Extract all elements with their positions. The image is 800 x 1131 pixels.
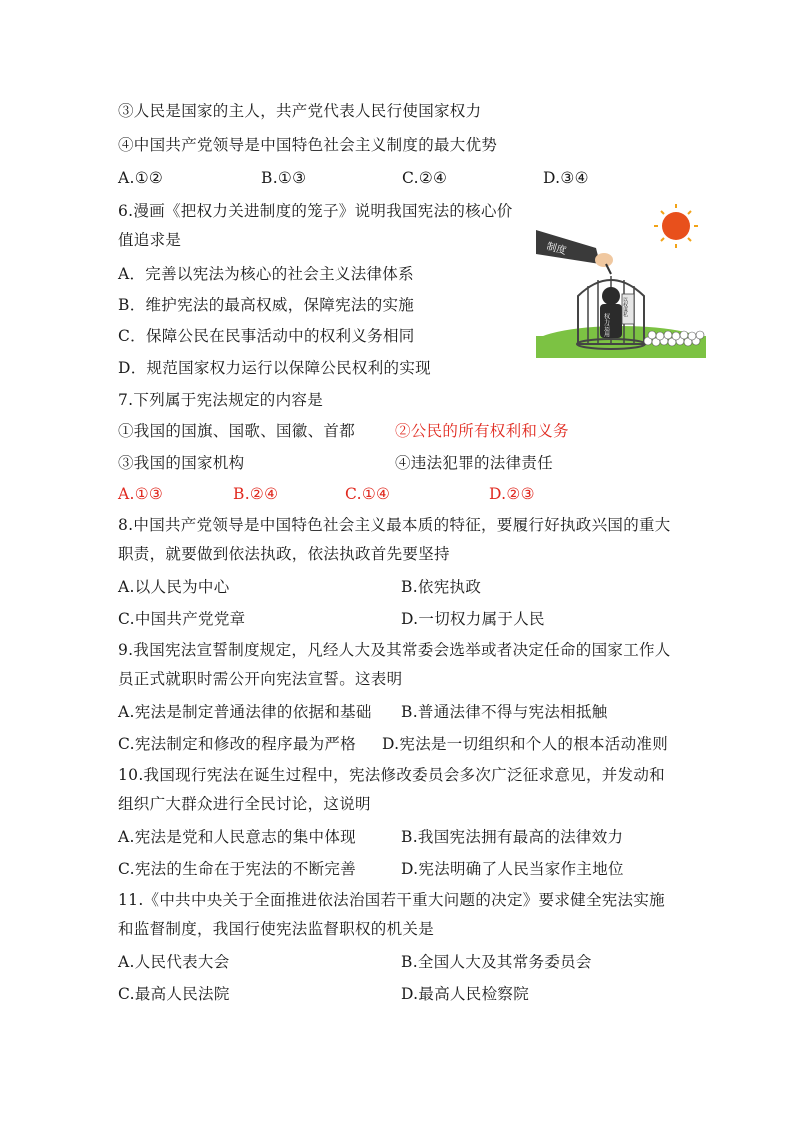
q6-stem-line1: 6.漫画《把权力关进制度的笼子》说明我国宪法的核心价: [118, 202, 513, 220]
q7-item-4: ④违法犯罪的法律责任: [395, 454, 554, 472]
q9-option-a: A.宪法是制定普通法律的依据和基础: [118, 703, 372, 721]
q7-item-3: ③我国的国家机构: [118, 454, 245, 472]
q11-option-d: D.最高人民检察院: [401, 985, 530, 1003]
hand: [595, 253, 613, 267]
q6-option-b: B．维护宪法的最高权威，保障宪法的实施: [118, 296, 415, 314]
q6-stem-line2: 值追求是: [118, 231, 182, 249]
q9-stem-line2: 员正式就职时需公开向宪法宣誓。这表明: [118, 670, 403, 688]
q11-option-b: B.全国人大及其常务委员会: [401, 953, 592, 971]
q7-option-b: B.②④: [233, 485, 279, 503]
crowd: [644, 331, 704, 346]
q7-option-d: D.②③: [489, 485, 535, 503]
q5-option-b: B.①③: [261, 169, 307, 187]
q7-item-1: ①我国的国旗、国歌、国徽、首都: [118, 422, 356, 440]
q10-stem-line2: 组织广大群众进行全民讨论，这说明: [118, 795, 371, 813]
power-cage-cartoon: [536, 196, 706, 358]
q7-stem: 7.下列属于宪法规定的内容是: [118, 391, 323, 409]
q9-option-b: B.普通法律不得与宪法相抵触: [401, 703, 608, 721]
q8-option-c: C.中国共产党党章: [118, 610, 246, 628]
q6-option-a: A．完善以宪法为核心的社会主义法律体系: [118, 265, 414, 283]
q10-option-a: A.宪法是党和人民意志的集中体现: [118, 828, 356, 846]
hand-label: 制度: [545, 241, 568, 258]
q8-stem-line1: 8.中国共产党领导是中国特色社会主义最本质的特征，要履行好执政兴国的重大: [118, 516, 671, 534]
q11-stem-line2: 和监督制度，我国行使宪法监督职权的机关是: [118, 920, 435, 938]
q6-option-c: C．保障公民在民事活动中的权利义务相同: [118, 327, 415, 345]
q9-option-d: D.宪法是一切组织和个人的根本活动准则: [382, 735, 669, 753]
q7-option-a: A.①③: [118, 485, 164, 503]
q5-option-c: C.②④: [402, 169, 448, 187]
q7-option-c: C.①④: [345, 485, 391, 503]
q8-option-b: B.依宪执政: [401, 578, 482, 596]
q11-option-a: A.人民代表大会: [118, 953, 230, 971]
q5-option-a: A.①②: [118, 169, 164, 187]
q8-stem-line2: 职责，就要做到依法执政，依法执政首先要坚持: [118, 545, 450, 563]
q8-option-a: A.以人民为中心: [118, 578, 230, 596]
q7-item-2: ②公民的所有权利和义务: [395, 422, 569, 440]
q11-stem-line1: 11.《中共中央关于全面推进依法治国若干重大问题的决定》要求健全宪法实施: [118, 891, 665, 909]
figure-label: 权力运用: [602, 313, 610, 337]
q11-option-c: C.最高人民法院: [118, 985, 230, 1003]
q9-stem-line1: 9.我国宪法宣誓制度规定，凡经人大及其常委会选举或者决定任命的国家工作人: [118, 641, 671, 659]
sun-icon: [662, 212, 690, 240]
q10-option-b: B.我国宪法拥有最高的法律效力: [401, 828, 624, 846]
q10-option-d: D.宪法明确了人民当家作主地位: [401, 860, 624, 878]
q5-statement-3: ③人民是国家的主人，共产党代表人民行使国家权力: [118, 102, 482, 120]
q5-statement-4: ④中国共产党领导是中国特色社会主义制度的最大优势: [118, 136, 498, 154]
q6-option-d: D．规范国家权力运行以保障公民权利的实现: [118, 359, 431, 377]
q10-option-c: C.宪法的生命在于宪法的不断完善: [118, 860, 357, 878]
sign-label: 以权谋私: [622, 297, 628, 317]
q8-option-d: D.一切权力属于人民: [401, 610, 545, 628]
q5-option-d: D.③④: [543, 169, 589, 187]
q9-option-c: C.宪法制定和修改的程序最为严格: [118, 735, 357, 753]
q10-stem-line1: 10.我国现行宪法在诞生过程中，宪法修改委员会多次广泛征求意见，并发动和: [118, 766, 665, 784]
